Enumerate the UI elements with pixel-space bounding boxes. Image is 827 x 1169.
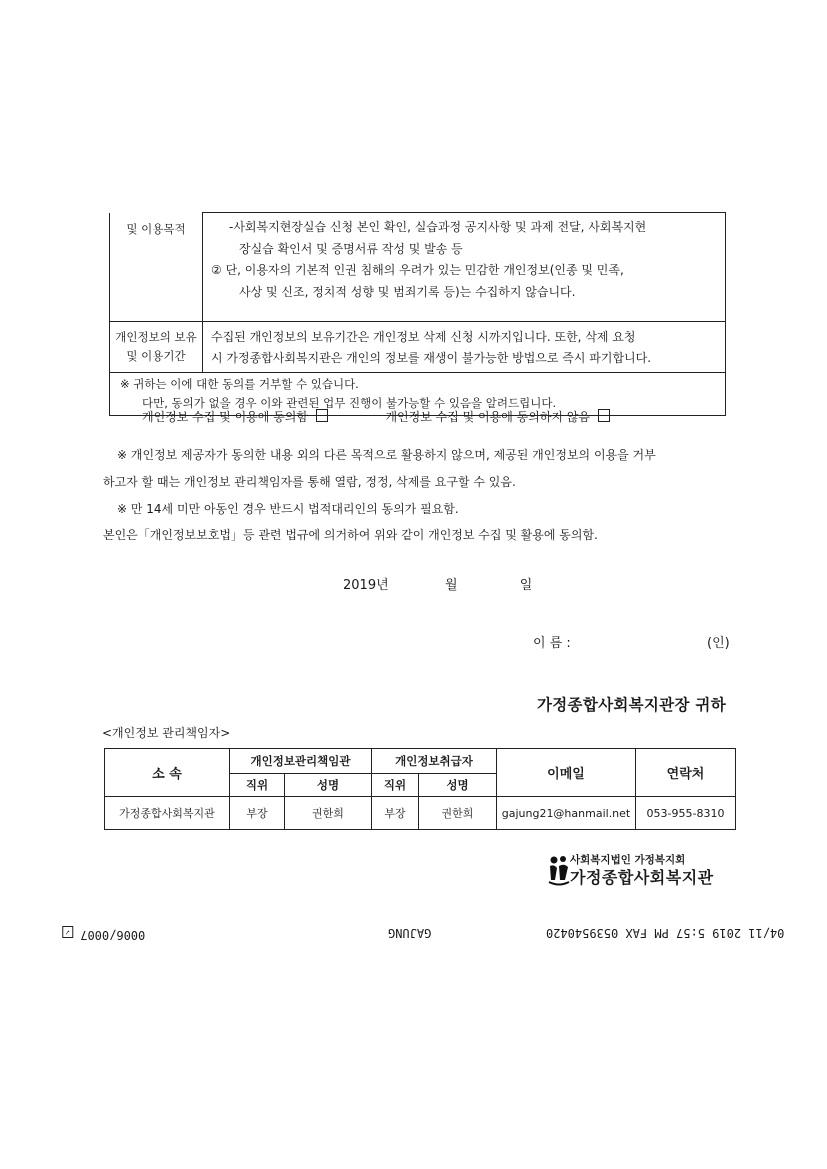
handler-header: 개인정보취급자 bbox=[372, 749, 497, 774]
row-manager-position: 부장 bbox=[230, 797, 285, 830]
fax-header-center: GAJUNG bbox=[388, 926, 432, 940]
handler-name-header: 성명 bbox=[419, 774, 497, 797]
fax-mark-icon: ✓ bbox=[62, 926, 73, 938]
addressee: 가정종합사회복지관장 귀하 bbox=[537, 696, 726, 714]
purpose-line-4: 사상 및 신조, 정치적 성향 및 범죄기록 등)는 수집하지 않습니다. bbox=[239, 284, 576, 299]
affiliation-header: 소 속 bbox=[105, 749, 230, 797]
consent-terms-table bbox=[109, 212, 726, 416]
retention-line-1: 수집된 개인정보의 보유기간은 개인정보 삭제 신청 시까지입니다. 또한, 삭제 요청 bbox=[211, 330, 636, 344]
fax-header-left: 04/11 2019 5:57 PM FAX 0539540420 bbox=[546, 926, 785, 940]
date-day: 일 bbox=[519, 578, 533, 593]
manager-table bbox=[104, 748, 736, 830]
retention-label-line1: 개인정보의 보유 bbox=[115, 330, 197, 344]
retention-row bbox=[110, 322, 726, 373]
handler-position-header: 직위 bbox=[372, 774, 419, 797]
retention-label-cell bbox=[110, 322, 203, 373]
consent-options bbox=[142, 408, 610, 425]
retention-label-line2: 및 이용기간 bbox=[126, 349, 186, 363]
fax-header-right bbox=[62, 926, 145, 942]
date-line bbox=[343, 574, 532, 593]
seal-mark: (인) bbox=[707, 636, 730, 651]
row-email: gajung21@hanmail.net bbox=[497, 797, 636, 830]
retention-line-2: 시 가정종합사회복지관은 개인의 정보를 재생이 불가능한 방법으로 즉시 파기합니다. bbox=[211, 351, 652, 365]
row-contact: 053-955-8310 bbox=[636, 797, 736, 830]
logo-name: 가정종합사회복지관 bbox=[570, 868, 714, 887]
logo-emblem-icon bbox=[548, 854, 570, 886]
provider-note-line2: 하고자 할 때는 개인정보 관리책임자를 통해 열람, 정정, 삭제를 요구할 수 있음. bbox=[103, 475, 516, 489]
purpose-content-cell bbox=[203, 213, 726, 322]
agreement-statement: 본인은「개인정보보호법」등 관련 법규에 의거하여 위와 같이 개인정보 수집 및 활용에 동의함. bbox=[103, 528, 598, 542]
manager-header-row bbox=[105, 749, 736, 774]
refusal-line-2: 다만, 동의가 없을 경우 이와 관련된 업무 진행이 불가능할 수 있음을 알려드립니다. bbox=[142, 396, 557, 410]
manager-name-header: 성명 bbox=[285, 774, 372, 797]
purpose-label-cell bbox=[110, 213, 203, 322]
row-handler-name: 권한희 bbox=[419, 797, 497, 830]
provider-note-line1: ※ 개인정보 제공자가 동의한 내용 외의 다른 목적으로 활용하지 않으며, 제공된 개인정보의 이용을 거부 bbox=[117, 448, 656, 462]
refusal-line-1: ※ 귀하는 이에 대한 동의를 거부할 수 있습니다. bbox=[120, 377, 359, 391]
email-header: 이메일 bbox=[497, 749, 636, 797]
consent-disagree-label: 개인정보 수집 및 이용에 동의하지 않음 bbox=[385, 410, 590, 424]
signature-line bbox=[533, 632, 730, 651]
purpose-label: 및 이용목적 bbox=[126, 221, 186, 236]
consent-agree-checkbox[interactable] bbox=[316, 409, 328, 422]
row-manager-name: 권한희 bbox=[285, 797, 372, 830]
table-row bbox=[105, 797, 736, 830]
contact-header: 연락처 bbox=[636, 749, 736, 797]
row-affiliation: 가정종합사회복지관 bbox=[105, 797, 230, 830]
logo-corporation: 사회복지법인 가정복지회 bbox=[570, 854, 686, 866]
name-label: 이 름 : bbox=[533, 636, 571, 651]
purpose-row bbox=[110, 213, 726, 322]
date-year: 2019년 bbox=[343, 578, 389, 593]
manager-position-header: 직위 bbox=[230, 774, 285, 797]
manager-header: 개인정보관리책임관 bbox=[230, 749, 372, 774]
retention-content-cell bbox=[203, 322, 726, 373]
date-month: 월 bbox=[444, 578, 458, 593]
row-handler-position: 부장 bbox=[372, 797, 419, 830]
purpose-line-2: 장실습 확인서 및 증명서류 작성 및 발송 등 bbox=[239, 241, 463, 256]
consent-agree-label: 개인정보 수집 및 이용에 동의함 bbox=[142, 410, 308, 424]
consent-disagree-checkbox[interactable] bbox=[598, 409, 610, 422]
fax-page-count: 0006/0007 bbox=[80, 928, 146, 942]
minor-note: ※ 만 14세 미만 아동인 경우 반드시 법적대리인의 동의가 필요함. bbox=[117, 502, 459, 516]
purpose-line-3: ② 단, 이용자의 기본적 인권 침해의 우려가 있는 민감한 개인정보(인종 및 민족, bbox=[211, 263, 624, 277]
purpose-line-1: -사회복지현장실습 신청 본인 확인, 실습과정 공지사항 및 과제 전달, 사회복지현 bbox=[229, 220, 647, 234]
manager-table-title: <개인정보 관리책임자> bbox=[102, 726, 231, 740]
